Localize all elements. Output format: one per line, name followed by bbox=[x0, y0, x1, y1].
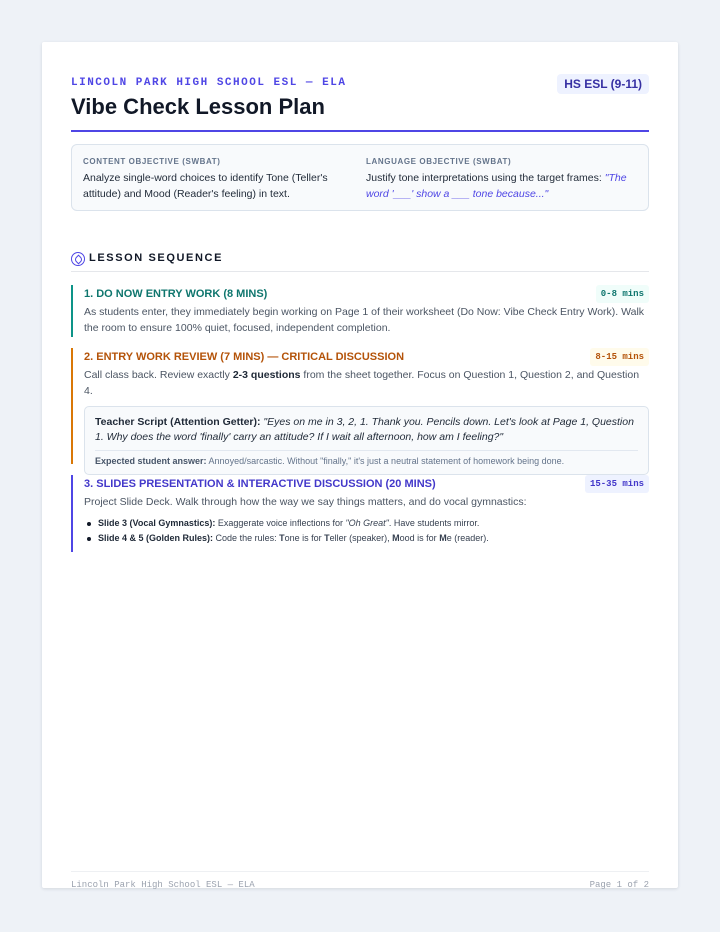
section-do-now bbox=[71, 285, 649, 337]
answer-label: Expected student answer: bbox=[95, 456, 207, 466]
bullet-label: Slide 3 (Vocal Gymnastics): bbox=[98, 517, 216, 528]
page-title: Vibe Check Lesson Plan bbox=[71, 94, 325, 119]
lesson-sequence-title: LESSON SEQUENCE bbox=[89, 252, 224, 264]
content-objective bbox=[83, 157, 341, 202]
list-item bbox=[84, 531, 649, 546]
bullet-text: eller (speaker), bbox=[329, 532, 393, 543]
script-quote: "Eyes on me in 3, 2, 1. Thank you. Pencils down. Let's look at Page 1, Question 1. Why does the word 'finally' carry an attitude? If I wait all afternoon, how am I feeling?" bbox=[95, 416, 634, 443]
bullet-text: Code the rules: bbox=[215, 532, 280, 543]
bullet-text: e (reader). bbox=[446, 532, 489, 543]
section-body: Project Slide Deck. Walk through how the way we say things matters, and do vocal gymnastics: bbox=[84, 496, 527, 508]
objectives-panel bbox=[71, 144, 649, 211]
section-body: As students enter, they immediately begin working on Page 1 of their worksheet (Do Now: Vibe Check Entry Work). Walk the room to ensure 100% quiet, focused, independent completion. bbox=[84, 306, 645, 334]
script-divider bbox=[95, 450, 638, 451]
body-text: Call class back. Review exactly bbox=[84, 369, 233, 381]
bullet-text: ood is for bbox=[399, 532, 440, 543]
script-label: Teacher Script (Attention Getter): bbox=[95, 416, 261, 428]
bullet-emphasis: "Oh Great" bbox=[345, 517, 389, 528]
lesson-plan-page bbox=[42, 42, 678, 888]
list-item bbox=[84, 516, 649, 531]
bullet-text: one is for bbox=[284, 532, 325, 543]
section-title: 1. DO NOW ENTRY WORK (8 MINS) bbox=[84, 288, 268, 300]
time-badge: 8-15 mins bbox=[590, 348, 649, 366]
bullet-text: . Have students mirror. bbox=[388, 517, 480, 528]
body-text: from the sheet together. Focus on Question 1, Question 2, and Question 4. bbox=[84, 369, 640, 397]
content-objective-text: Analyze single-word choices to identify Tone (Teller's attitude) and Mood (Reader's feeling) in text. bbox=[83, 172, 328, 200]
time-badge: 15-35 mins bbox=[585, 475, 649, 493]
bullet-label: Slide 4 & 5 (Golden Rules): bbox=[98, 532, 214, 543]
answer-text: Annoyed/sarcastic. Without "finally," it's just a neutral statement of homework being done. bbox=[208, 456, 565, 466]
sentence-frame: "The word '___' show a ___ tone because..." bbox=[366, 172, 627, 200]
section-entry-review bbox=[71, 348, 649, 464]
section-slides bbox=[71, 475, 649, 552]
language-objective-text bbox=[366, 170, 636, 202]
time-badge: 0-8 mins bbox=[596, 285, 649, 303]
section-title: 2. ENTRY WORK REVIEW (7 MINS) — CRITICAL DISCUSSION bbox=[84, 351, 405, 363]
footer-school: Lincoln Park High School ESL — ELA bbox=[71, 880, 255, 890]
title-divider bbox=[71, 130, 649, 132]
compass-icon bbox=[71, 252, 85, 266]
page-number: Page 1 of 2 bbox=[589, 880, 649, 890]
expected-answer bbox=[95, 456, 638, 466]
section-body bbox=[84, 368, 649, 399]
section-title: 3. SLIDES PRESENTATION & INTERACTIVE DISCUSSION (20 MINS) bbox=[84, 478, 436, 490]
lesson-sequence-header bbox=[71, 252, 649, 272]
content-objective-label: CONTENT OBJECTIVE (SWBAT) bbox=[83, 157, 221, 166]
teacher-script bbox=[95, 415, 638, 445]
bullet-letter: M bbox=[392, 532, 400, 543]
teacher-script-box bbox=[84, 406, 649, 475]
grade-badge: HS ESL (9-11) bbox=[557, 74, 649, 94]
language-objective-body: Justify tone interpretations using the target frames: bbox=[366, 172, 602, 184]
bullet-letter: T bbox=[324, 532, 330, 543]
bullet-letter: T bbox=[279, 532, 285, 543]
school-name: LINCOLN PARK HIGH SCHOOL ESL — ELA bbox=[71, 77, 347, 89]
bullet-letter: M bbox=[439, 532, 447, 543]
language-objective-label: LANGUAGE OBJECTIVE (SWBAT) bbox=[366, 157, 512, 166]
language-objective bbox=[366, 157, 636, 202]
footer-divider bbox=[71, 871, 649, 872]
page-footer bbox=[71, 880, 649, 890]
body-emphasis: 2-3 questions bbox=[232, 369, 301, 381]
slide-list bbox=[84, 516, 649, 546]
bullet-text: Exaggerate voice inflections for bbox=[217, 517, 346, 528]
